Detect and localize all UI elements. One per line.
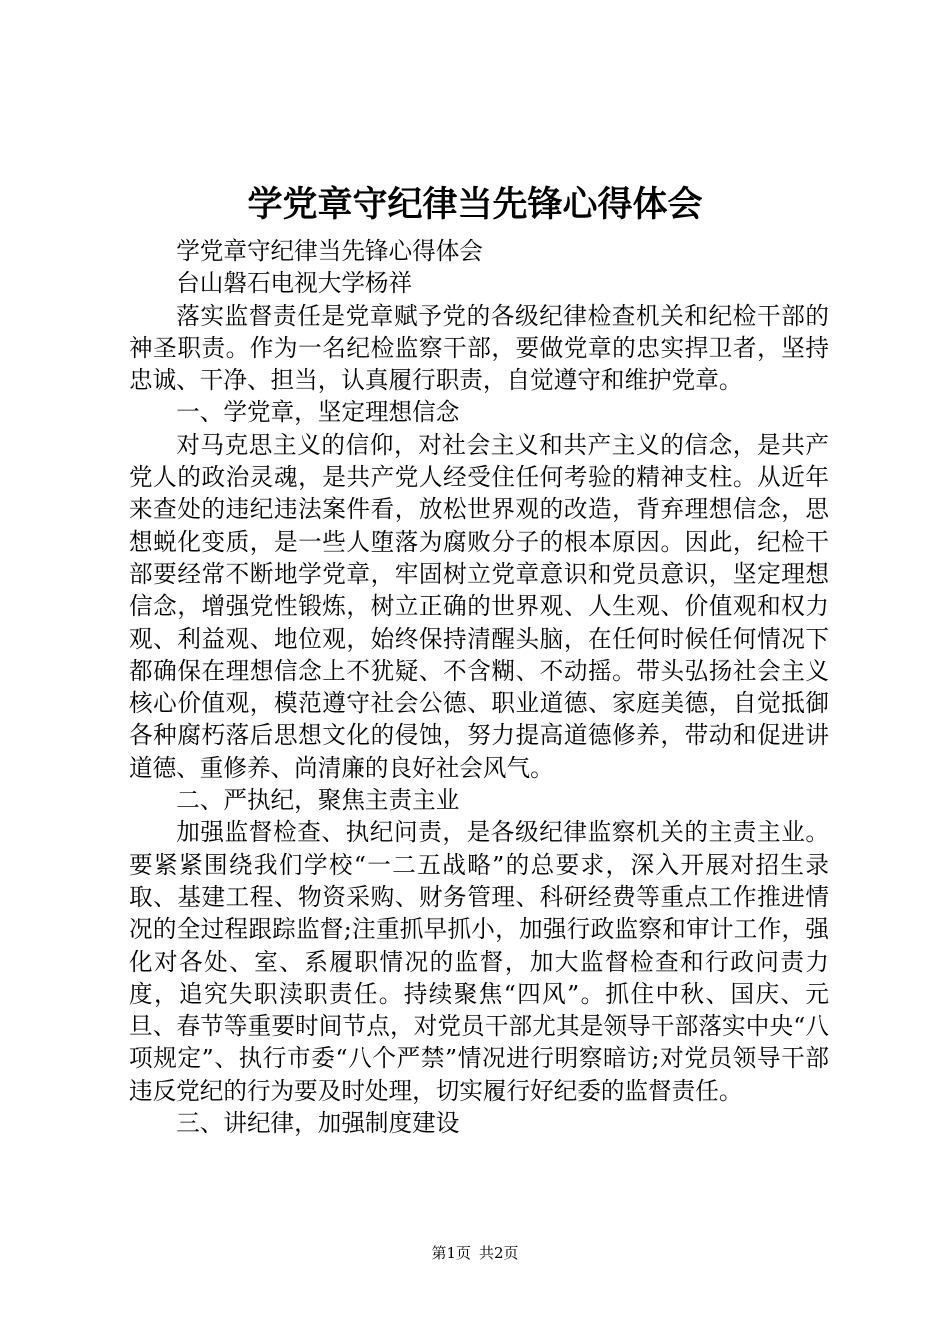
section-heading-3: 三、讲纪律，加强制度建设: [176, 1109, 460, 1138]
page-footer: [0, 1243, 950, 1263]
page-number: 第1页: [431, 1244, 471, 1262]
intro-paragraph: 落实监督责任是党章赋予党的各级纪律检查机关和纪检干部的神圣职责。作为一名纪检监察干部，要做党章的忠实捍卫者，坚持忠诚、干净、担当，认真履行职责，自觉遵守和维护党章。: [129, 301, 829, 395]
page-total: 共2页: [479, 1244, 519, 1262]
author-paragraph: 台山磐石电视大学杨祥: [176, 269, 413, 298]
section-2-paragraph: 加强监督检查、执纪问责，是各级纪律监察机关的主责主业。要紧紧围绕我们学校“一二五战略”的总要求，深入开展对招生录取、基建工程、物资采购、财务管理、科研经费等重点工作推进情况的全过程跟踪监督;注重抓早抓小，加强行政监察和审计工作，强化对各处、室、系履职情况的监督，加大监督检查和行政问责力度，追究失职渎职责任。持续聚焦“四风”。抓住中秋、国庆、元旦、春节等重要时间节点，对党员干部尤其是领导干部落实中央“八项规定”、执行市委“八个严禁”情况进行明察暗访;对党员领导干部违反党纪的行为要及时处理，切实履行好纪委的监督责任。: [129, 818, 829, 1105]
section-heading-1: 一、学党章，坚定理想信念: [176, 398, 460, 427]
subtitle-paragraph: 学党章守纪律当先锋心得体会: [176, 237, 483, 265]
document-body: [129, 235, 829, 1139]
section-heading-2: 二、严执纪，聚焦主责主业: [176, 786, 460, 815]
section-1-paragraph: 对马克思主义的信仰，对社会主义和共产主义的信念，是共产党人的政治灵魂，是共产党人经受住任何考验的精神支柱。从近年来查处的违纪违法案件看，放松世界观的改造，背弃理想信念，思想蜕化变质，是一些人堕落为腐败分子的根本原因。因此，纪检干部要经常不断地学党章，牢固树立党章意识和党员意识，坚定理想信念，增强党性锻炼，树立正确的世界观、人生观、价值观和权力观、利益观、地位观，始终保持清醒头脑，在任何时候任何情况下都确保在理想信念上不犹疑、不含糊、不动摇。带头弘扬社会主义核心价值观，模范遵守社会公德、职业道德、家庭美德，自觉抵御各种腐朽落后思想文化的侵蚀，努力提高道德修养，带动和促进讲道德、重修养、尚清廉的良好社会风气。: [129, 430, 829, 782]
document-title: 学党章守纪律当先锋心得体会: [247, 185, 703, 225]
